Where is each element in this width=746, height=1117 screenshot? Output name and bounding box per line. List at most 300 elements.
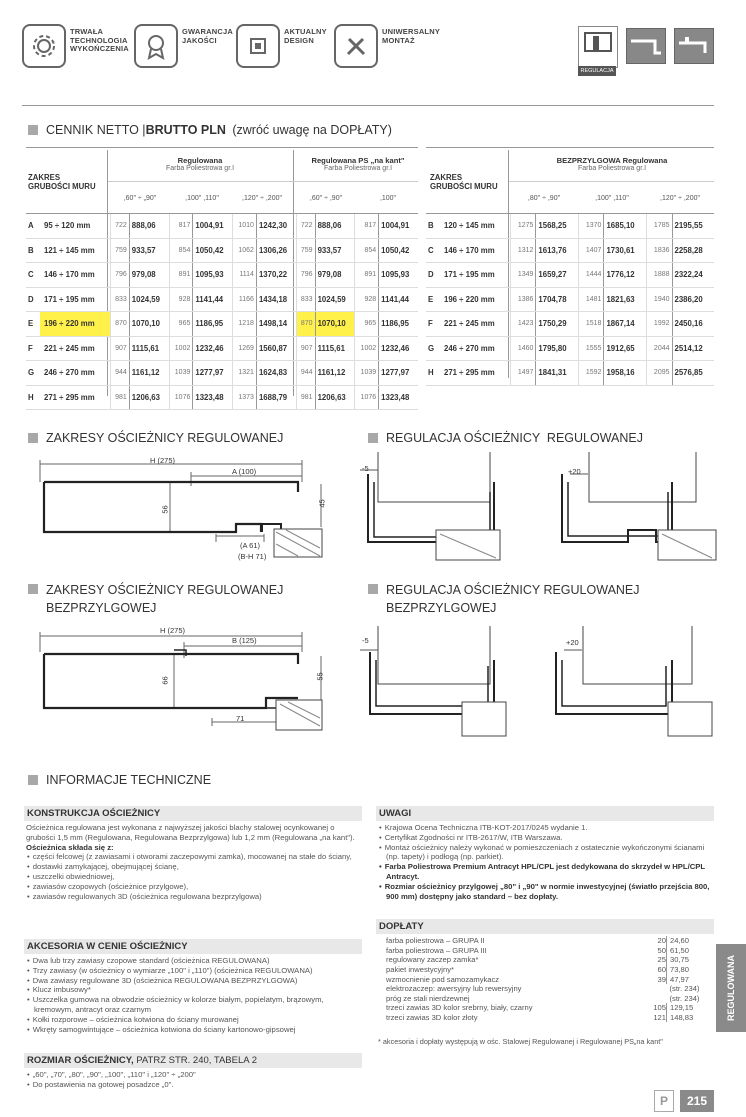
price-netto: 891 [169,263,193,288]
dim-label: -5 [362,464,369,473]
row-range: 221 ÷ 245 mm [440,312,511,337]
price-brutto: 1795,80 [536,336,579,361]
price-netto: 854 [169,238,193,263]
akcesoria-title: AKCESORIA W CENIE OŚCIEŻNICY [24,939,362,954]
dim-label: +20 [568,467,581,476]
list-item: • Klucz imbusowy* [34,985,360,995]
list-item: • Wkręty samogwintujące – ościeżnica kotwiona do ściany kartonowo-gipsowej [34,1025,360,1035]
price-brutto: 1704,78 [536,287,579,312]
price-netto: 965 [169,312,193,337]
table-row [26,238,418,263]
row-letter: H [26,385,40,410]
table1-col-header: ,120" ÷ ,200" [242,195,282,202]
price-brutto: 888,06 [129,214,169,238]
price-brutto: 1095,93 [379,263,418,288]
row-range: 271 ÷ 295 mm [40,385,111,410]
doplata-brutto: 148,83 [667,1013,713,1023]
doplata-name: farba poliestrowa – GRUPA III [386,945,487,955]
row-letter: G [26,361,40,386]
doplata-row [378,984,712,994]
dim-label: (A 61) [240,541,261,550]
price-netto: 981 [111,385,130,410]
list-item: • Krajowa Ocena Techniczna ITB-KOT-2017/0245 wydanie 1. [386,823,712,833]
doplata-brutto: 47,97 [667,974,713,984]
price-brutto: 1070,10 [315,312,355,337]
list-item: • Certyfikat Zgodności nr ITB-2617/W, ITB Warszawa. [386,833,712,843]
price-brutto: 979,08 [315,263,355,288]
rozmiar-title [24,1053,362,1068]
chip-icon [236,24,280,68]
dim-label: A (100) [232,467,257,476]
doplaty-table [378,936,712,1022]
bullet-square-icon [28,584,38,594]
price-netto: 1992 [647,312,672,337]
price-brutto: 1821,63 [604,287,647,312]
price-table-regulowana [26,214,418,410]
price-netto: 1349 [511,263,536,288]
section-regulacja [368,431,643,445]
price-netto: 1218 [233,312,257,337]
price-brutto: 2450,16 [672,312,714,337]
section-regulacja-text: REGULACJA OŚCIEŻNICY REGULOWANEJ [386,431,643,445]
dim-label: H (275) [160,626,186,635]
list-item: • części felcowej (z zawiasami i otworami zaczepowymi zamka), mocowanej na stałe do ściany, [34,852,360,862]
feature-montaz [334,24,440,68]
price-brutto: 2514,12 [672,336,714,361]
price-netto: 854 [355,238,379,263]
price-brutto: 1958,16 [604,361,647,386]
price-netto: 907 [111,336,130,361]
price-brutto: 1206,63 [315,385,355,410]
dim-label: 66 [160,676,170,685]
price-netto: 1481 [579,287,604,312]
table2-group-name: BEZPRZYLGOWA Regulowana [556,156,668,165]
table-row [26,336,418,361]
price-brutto: 1050,42 [193,238,233,263]
table2-zakres-header: ZAKRES GRUBOŚCI MURU [430,173,498,191]
price-brutto: 1232,46 [379,336,418,361]
uwagi-body [378,823,712,901]
table2-col-header: ,100" ,110" [595,195,629,202]
doplata-netto: 105 [653,1003,666,1013]
doplata-row [378,1013,712,1023]
konstrukcja-title: KONSTRUKCJA OŚCIEŻNICY [24,806,362,821]
price-netto: 928 [355,287,379,312]
konstrukcja-text: Ościeżnica regulowana jest wykonana z najwyższej jakości blachy stalowej ocynkowanej o grubości 1,5 mm (Regulowana, Regulowana Bezprzylgowa) lub 1,2 mm (Regulowana „na kant"). [26,823,355,842]
table-row [426,312,714,337]
row-range: 221 ÷ 245 mm [40,336,111,361]
list-item: • Dwa zawiasy regulowane 3D (ościeżnica REGULOWANA BEZPRZYLGOWA) [34,976,360,986]
doplata-brutto: 73,80 [667,965,713,975]
price-brutto: 1841,31 [536,361,579,386]
price-netto: 1940 [647,287,672,312]
doplata-brutto: 24,60 [667,936,713,946]
table-row [426,287,714,312]
section-info [28,773,211,787]
price-brutto: 1161,12 [315,361,355,386]
price-netto: 1423 [511,312,536,337]
dim-label: (B-H 71) [238,552,267,561]
dim-label: B (125) [232,636,257,645]
price-brutto: 1624,83 [256,361,296,386]
table2-top-rule [426,147,714,148]
frame-profile-icon [626,28,666,64]
doplata-brutto: 129,15 [667,1003,713,1013]
price-netto: 944 [111,361,130,386]
row-range: 246 ÷ 270 mm [40,361,111,386]
cennik-title-bold: BRUTTO PLN [145,123,226,137]
feature-trwala [22,24,129,68]
row-letter: B [26,238,40,263]
row-letter: H [426,361,440,386]
price-netto: 1312 [511,238,536,263]
list-item: • zawiasów czopowych (ościeżnice przylgowe), [34,882,360,892]
doplata-row [378,994,712,1004]
price-netto: 1166 [233,287,257,312]
price-netto: 1114 [233,263,257,288]
doplata-netto: 25 [657,955,666,965]
doplata-netto: 50 [657,945,666,955]
price-netto: 1002 [169,336,193,361]
price-table-bezprzylgowa [426,214,714,386]
price-brutto: 1867,14 [604,312,647,337]
price-netto: 965 [355,312,379,337]
row-letter: D [26,287,40,312]
price-netto: 796 [296,263,315,288]
price-brutto: 1434,18 [256,287,296,312]
table1-group1 [110,156,290,172]
list-item: • Uszczelka gumowa na obwodzie ościeżnicy w kolorze białym, popielatym, brązowym, kremowym, antracyt oraz czarnym [34,995,360,1015]
price-netto: 1785 [647,214,672,238]
doplata-brutto: (str. 234) [669,993,700,1003]
price-brutto: 1370,22 [256,263,296,288]
gear-icon [22,24,66,68]
row-letter: C [426,238,440,263]
price-brutto: 1115,61 [315,336,355,361]
price-brutto: 2322,24 [672,263,714,288]
doplaty-title: DOPŁATY [376,919,714,934]
doplata-brutto: 30,75 [667,955,713,965]
price-netto: 833 [111,287,130,312]
feature-label: GWARANCJA JAKOŚCI [182,27,233,45]
price-netto: 981 [296,385,315,410]
table-row [26,312,418,337]
row-range: 171 ÷ 195 mm [40,287,111,312]
price-netto: 1497 [511,361,536,386]
price-brutto: 1750,29 [536,312,579,337]
price-netto: 722 [111,214,130,238]
price-brutto: 1050,42 [379,238,418,263]
price-brutto: 1688,79 [256,385,296,410]
row-letter: C [26,263,40,288]
price-netto: 1039 [169,361,193,386]
row-range: 171 ÷ 195 mm [440,263,511,288]
doplata-netto [626,984,667,994]
price-brutto: 1730,61 [604,238,647,263]
doplata-name: farba poliestrowa – GRUPA II [386,936,485,946]
list-item: • dostawki zamykającej, obejmującej ścianę, [34,862,360,872]
akcesoria-body [26,956,360,1034]
price-netto: 1321 [233,361,257,386]
price-brutto: 2195,55 [672,214,714,238]
price-netto: 1062 [233,238,257,263]
diagram-regulacja-regulowanej [356,452,726,570]
diagram-regulacja-bezprzylgowej [356,626,726,744]
uwagi-title: UWAGI [376,806,714,821]
doplata-name: pakiet inwestycyjny* [386,965,454,975]
price-netto: 833 [296,287,315,312]
price-brutto: 1115,61 [129,336,169,361]
price-netto: 817 [169,214,193,238]
price-brutto: 1186,95 [379,312,418,337]
frame-profile-icon [674,28,714,64]
price-brutto: 1024,59 [129,287,169,312]
price-netto: 928 [169,287,193,312]
table2-col-header: ,80" ÷ ,90" [527,195,561,202]
dim-label: H (275) [150,456,176,465]
row-letter: B [426,214,440,238]
price-brutto: 1141,44 [379,287,418,312]
price-brutto: 1095,93 [193,263,233,288]
list-item: • Do postawienia na gotowej posadzce „0". [34,1080,360,1090]
price-brutto: 1186,95 [193,312,233,337]
price-netto: 1076 [355,385,379,410]
list-item-bold: • Farba Poliestrowa Premium Antracyt HPL/CPL jest dedykowana do skrzydeł w HPL/CPL Antracyt. [386,862,712,882]
table-row [26,361,418,386]
price-netto: 870 [296,312,315,337]
doplata-row [378,936,712,946]
price-brutto: 2576,85 [672,361,714,386]
list-item: • Dwa lub trzy zawiasy czopowe standard (ościeżnica REGULOWANA) [34,956,360,966]
regulacja-label: REGULACJA [578,66,616,76]
price-brutto: 1232,46 [193,336,233,361]
doplata-name: trzeci zawias 3D kolor złoty [386,1013,478,1023]
feature-label: UNIWERSALNY MONTAŻ [382,27,441,45]
price-brutto: 1659,27 [536,263,579,288]
tools-icon [334,24,378,68]
price-netto: 870 [111,312,130,337]
list-item: • Montaż ościeżnicy należy wykonać w pomieszczeniach z ostatecznie wykończonymi ścianami (np. tapety) i podłogą (np. parkiet). [386,843,712,863]
rozmiar-list [26,1070,360,1090]
row-letter: A [26,214,40,238]
cennik-title-prefix: CENNIK NETTO | [46,123,146,137]
table-row [426,238,714,263]
row-letter: E [426,287,440,312]
price-netto: 1370 [579,214,604,238]
table-row [426,336,714,361]
price-brutto: 2386,20 [672,287,714,312]
konstrukcja-body [26,823,360,901]
table-row [426,214,714,238]
diagram-zakresy-regulowanej [36,452,336,572]
price-netto: 1373 [233,385,257,410]
price-netto: 796 [111,263,130,288]
price-netto: 759 [111,238,130,263]
table1-top-rule [26,147,418,148]
dim-label: 45 [317,499,327,508]
uwagi-list [378,823,712,901]
section-regulacja-bez-text: REGULACJA OŚCIEŻNICY REGULOWANEJ BEZPRZYLGOWEJ [386,583,640,615]
medal-icon [134,24,178,68]
list-item: • „60", „70", „80", „90", „100", „110" i „120" ÷ „200" [34,1070,360,1080]
price-netto: 722 [296,214,315,238]
price-netto: 1076 [169,385,193,410]
price-brutto: 1912,65 [604,336,647,361]
price-netto: 1275 [511,214,536,238]
cennik-title [28,123,392,137]
footer-logo: P [654,1090,674,1112]
doplata-netto: 60 [657,965,666,975]
price-netto: 1444 [579,263,604,288]
table1-group1-sub: Farba Poliestrowa gr.I [165,165,235,172]
price-netto: 1555 [579,336,604,361]
konstrukcja-sklada: Ościeżnica składa się z: [26,842,114,852]
price-netto: 1039 [355,361,379,386]
price-brutto: 1277,97 [193,361,233,386]
konstrukcja-list [26,852,360,901]
doplata-row [378,1003,712,1013]
price-brutto: 1498,14 [256,312,296,337]
dim-label: +20 [566,638,579,647]
doplata-row [378,955,712,965]
section-zakresy-text: ZAKRESY OŚCIEŻNICY REGULOWANEJ [46,431,284,445]
dim-label: 56 [160,505,170,514]
price-brutto: 1206,63 [129,385,169,410]
price-brutto: 1306,26 [256,238,296,263]
table1-group1-name: Regulowana [177,156,223,165]
row-range: 196 ÷ 220 mm [440,287,511,312]
price-brutto: 1277,97 [379,361,418,386]
list-item: • uszczelki obwiedniowej, [34,872,360,882]
section-zakresy-bez-text: ZAKRESY OŚCIEŻNICY REGULOWANEJ BEZPRZYLGOWEJ [46,583,284,615]
price-netto: 1386 [511,287,536,312]
table1-zakres-header: ZAKRES GRUBOŚCI MURU [28,173,96,191]
table1-col-header: ,60" ÷ ,90" [309,195,343,202]
row-letter: F [426,312,440,337]
table-row [426,361,714,386]
table1-col-header: ,100" [379,195,397,202]
divider [22,105,714,106]
price-netto: 1269 [233,336,257,361]
doplata-row [378,974,712,984]
section-info-text: INFORMACJE TECHNICZNE [46,773,212,787]
price-brutto: 1242,30 [256,214,296,238]
list-item: • zawiasów regulowanych 3D (ościeżnica regulowana bezprzylgowa) [34,892,360,902]
price-netto: 2044 [647,336,672,361]
price-brutto: 1685,10 [604,214,647,238]
table2-col-header: ,120" ÷ ,200" [660,195,700,202]
price-brutto: 1024,59 [315,287,355,312]
price-brutto: 1568,25 [536,214,579,238]
table-row [426,263,714,288]
row-range: 121 ÷ 145 mm [40,238,111,263]
price-brutto: 1070,10 [129,312,169,337]
diagram-zakresy-bezprzylgowej [36,626,336,746]
doplata-row [378,946,712,956]
row-letter: F [26,336,40,361]
table1-col-header: ,100" ,110" [185,195,219,202]
feature-design [236,24,327,68]
row-range: 120 ÷ 145 mm [440,214,511,238]
doplata-brutto: (str. 234) [669,984,700,994]
price-brutto: 1776,12 [604,263,647,288]
price-netto: 1460 [511,336,536,361]
price-brutto: 933,57 [315,238,355,263]
dim-label: -5 [362,636,369,645]
row-letter: E [26,312,40,337]
rozmiar-title-rest: PATRZ STR. 240, TABELA 2 [133,1055,257,1066]
bullet-square-icon [368,433,378,443]
price-brutto: 1161,12 [129,361,169,386]
table1-group2 [296,156,420,172]
list-item-bold: • Rozmiar ościeżnicy przylgowej „80" i „90" w normie inwestycyjnej (światło przejścia 800, 900 mm) dostępny jako standard – bez dopłaty. [386,882,712,902]
price-netto: 759 [296,238,315,263]
row-range: 196 ÷ 220 mm [40,312,111,337]
price-brutto: 1141,44 [193,287,233,312]
list-item: • Trzy zawiasy (w ościeżnicy o wymiarze „100" i „110") (ościeżnica REGULOWANA) [34,966,360,976]
doplata-name: próg ze stali nierdzewnej [386,993,470,1003]
doplata-brutto: 61,50 [667,946,713,956]
price-brutto: 888,06 [315,214,355,238]
page-number: 215 [680,1090,714,1112]
doplata-name: elektrozaczep: awersyjny lub rewersyjny [386,984,522,994]
row-range: 146 ÷ 170 mm [40,263,111,288]
bullet-square-icon [368,584,378,594]
row-range: 246 ÷ 270 mm [440,336,511,361]
row-range: 271 ÷ 295 mm [440,361,511,386]
price-brutto: 2258,28 [672,238,714,263]
doplata-row [378,965,712,975]
cennik-title-suffix: (zwróć uwagę na DOPŁATY) [228,123,392,137]
akcesoria-list [26,956,360,1034]
table2-group [510,156,714,172]
dim-label: 71 [236,714,245,723]
price-netto: 1518 [579,312,604,337]
feature-label: AKTUALNY DESIGN [284,27,327,45]
price-brutto: 1613,76 [536,238,579,263]
table2-group-sub: Farba Poliestrowa gr.I [577,165,647,172]
price-netto: 1407 [579,238,604,263]
bullet-square-icon [28,775,38,785]
table1-col-header: ,60" ÷ „90" [123,195,157,202]
price-brutto: 1323,48 [193,385,233,410]
price-brutto: 1004,91 [379,214,418,238]
table-row [26,214,418,238]
doplata-netto [626,994,667,1004]
price-netto: 1010 [233,214,257,238]
section-regulacja-bez [368,581,640,617]
rozmiar-title-bold: ROZMIAR OŚCIEŻNICY, [27,1055,134,1066]
section-zakresy-bez [28,581,283,617]
doplata-netto: 39 [657,974,666,984]
row-range: 95 ÷ 120 mm [40,214,111,238]
price-netto: 1592 [579,361,604,386]
price-brutto: 979,08 [129,263,169,288]
price-brutto: 1323,48 [379,385,418,410]
price-netto: 907 [296,336,315,361]
price-netto: 944 [296,361,315,386]
price-brutto: 933,57 [129,238,169,263]
doplata-name: trzeci zawias 3D kolor srebrny, biały, czarny [386,1003,533,1013]
feature-label: TRWAŁA TECHNOLOGIA WYKOŃCZENIA [70,27,129,53]
price-brutto: 1004,91 [193,214,233,238]
row-letter: G [426,336,440,361]
side-tab: REGULOWANA [716,944,746,1032]
table-row [26,287,418,312]
price-netto: 2095 [647,361,672,386]
doplaty-note: * akcesoria i dopłaty występują w ośc. Stalowej Regulowanej i Regulowanej PS„na kant" [378,1037,663,1046]
regulacja-icon [578,26,618,68]
